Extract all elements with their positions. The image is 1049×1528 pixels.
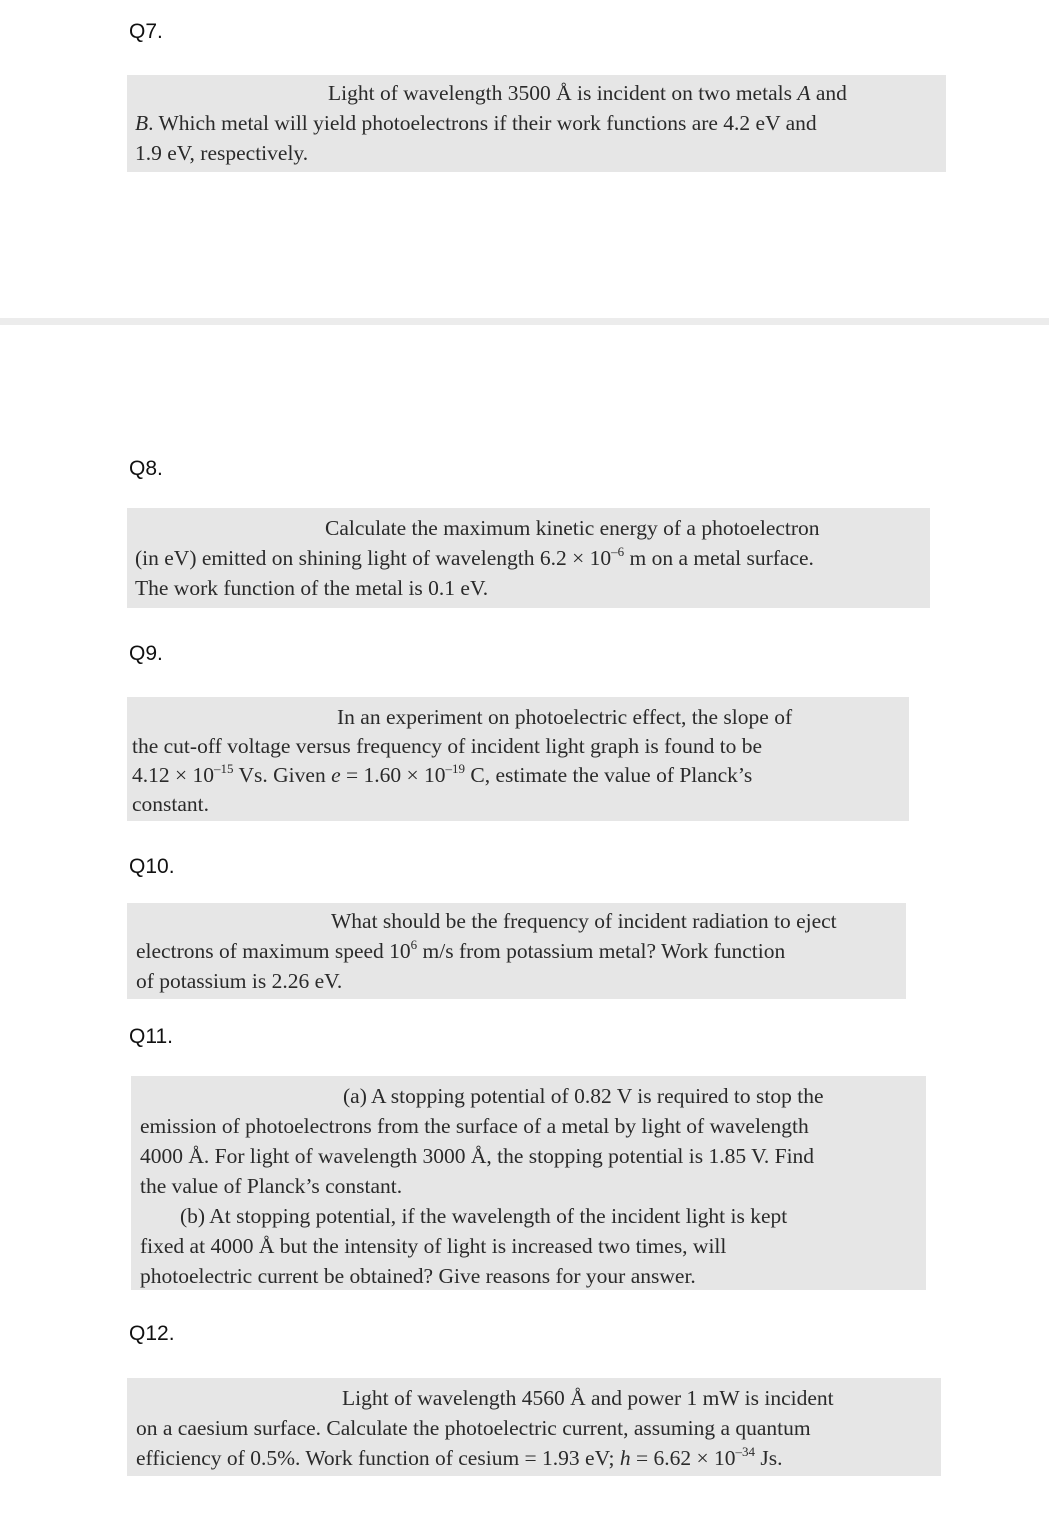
q9-label: Q9. — [129, 642, 163, 665]
q11-line-3: 4000 Å. For light of wavelength 3000 Å, the stopping potential is 1.85 V. Find — [140, 1144, 815, 1168]
q11-line-6: fixed at 4000 Å but the intensity of light is increased two times, will — [140, 1234, 727, 1258]
q12-label: Q12. — [129, 1322, 175, 1345]
q7-line-3: 1.9 eV, respectively. — [135, 141, 309, 165]
q8-question-box — [127, 508, 930, 608]
q12-line-1: Light of wavelength 4560 Å and power 1 mW is incident — [342, 1386, 834, 1410]
q11-line-5: (b) At stopping potential, if the wavelength of the incident light is kept — [180, 1204, 788, 1228]
q12-line-3: efficiency of 0.5%. Work function of cesium = 1.93 eV; $h = 6.62 \times 10^{-34}$ Js. — [136, 1444, 783, 1470]
q11-line-2: emission of photoelectrons from the surface of a metal by light of wavelength — [140, 1114, 809, 1138]
q9-line-4: constant. — [132, 792, 210, 816]
q10-line-2: electrons of maximum speed $10^6$ m/s from potassium metal? Work function — [136, 937, 786, 963]
q10-label: Q10. — [129, 855, 175, 878]
q8-line-1: Calculate the maximum kinetic energy of a photoelectron — [325, 516, 820, 540]
q10-question-box — [127, 903, 906, 999]
q9-line-3: $4.12 \times 10^{-15}$ Vs. Given $e = 1.60 \times 10^{-19}$ C, estimate the value of Planck’s — [132, 761, 753, 787]
q11-line-4: the value of Planck’s constant. — [140, 1174, 403, 1198]
q10-line-1: What should be the frequency of incident radiation to eject — [331, 909, 837, 933]
q7-line-1: Light of wavelength 3500 Å is incident on two metals A and — [328, 81, 847, 105]
q11-line-7: photoelectric current be obtained? Give reasons for your answer. — [140, 1264, 696, 1288]
q11-label: Q11. — [129, 1025, 173, 1048]
q12-line-2: on a caesium surface. Calculate the photoelectric current, assuming a quantum — [136, 1416, 811, 1440]
q10-line-3: of potassium is 2.26 eV. — [136, 969, 343, 993]
q7-label: Q7. — [129, 20, 163, 43]
q11-question-box — [131, 1076, 926, 1290]
section-divider — [0, 318, 1049, 325]
q7-question-box — [127, 75, 946, 172]
q8-label: Q8. — [129, 457, 163, 480]
q8-line-3: The work function of the metal is 0.1 eV. — [135, 576, 489, 600]
q9-line-2: the cut-off voltage versus frequency of incident light graph is found to be — [132, 734, 763, 758]
q9-line-1: In an experiment on photoelectric effect, the slope of — [337, 705, 793, 729]
q11-line-1: (a) A stopping potential of 0.82 V is required to stop the — [343, 1084, 824, 1108]
q9-question-box — [127, 697, 909, 821]
q12-question-box — [127, 1378, 941, 1476]
q7-line-2: B. Which metal will yield photoelectrons if their work functions are 4.2 eV and — [135, 111, 817, 135]
q8-line-2: (in eV) emitted on shining light of wavelength $6.2 \times 10^{-6}$ m on a metal surface. — [135, 544, 814, 570]
